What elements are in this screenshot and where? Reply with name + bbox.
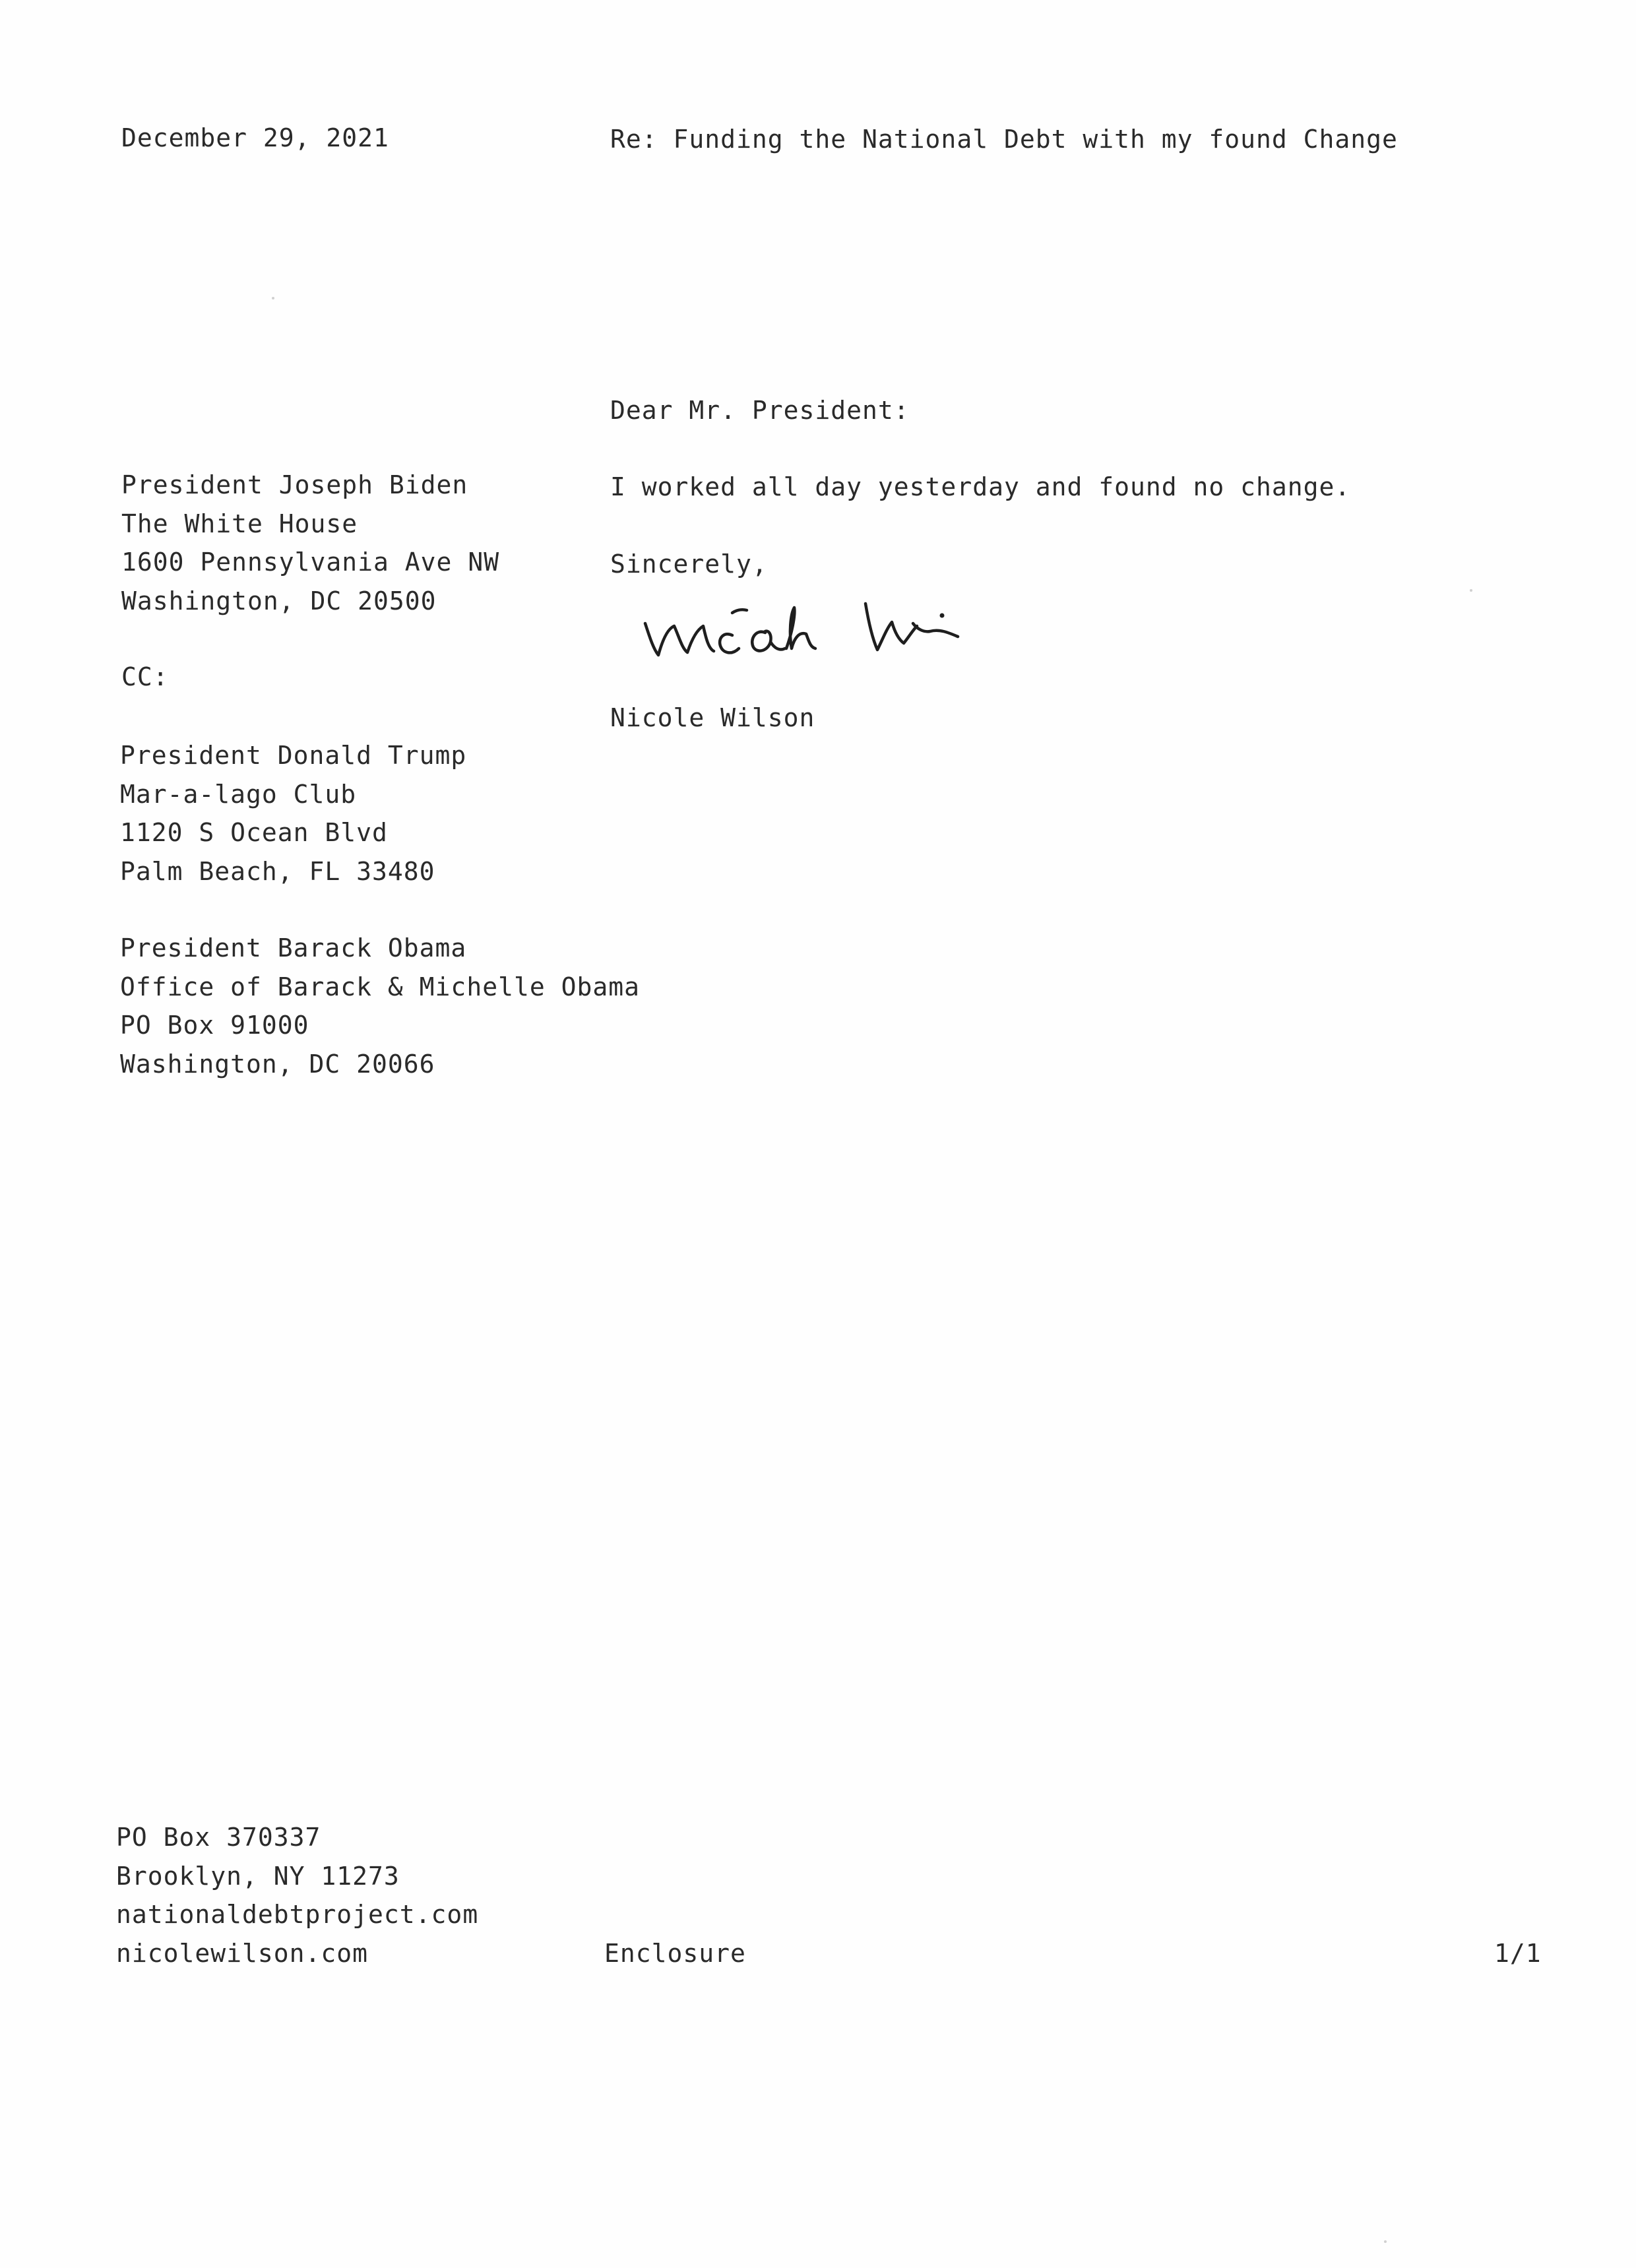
paper-speck xyxy=(272,297,274,299)
sender-po-box: PO Box 370337 xyxy=(116,1823,321,1852)
sender-name: Nicole Wilson xyxy=(610,703,815,732)
cc-recipient-name: President Donald Trump xyxy=(120,741,467,770)
cc-recipient-city: Washington, DC 20066 xyxy=(120,1049,435,1079)
enclosure-note: Enclosure xyxy=(604,1939,746,1968)
sender-address xyxy=(116,1818,478,1972)
recipient-address xyxy=(121,466,499,620)
cc-recipient-address xyxy=(120,929,640,1083)
page-number: 1/1 xyxy=(1494,1939,1542,1968)
cc-label: CC: xyxy=(121,662,169,691)
cc-recipient-organization: Office of Barack & Michelle Obama xyxy=(120,972,640,1001)
cc-recipient-organization: Mar-a-lago Club xyxy=(120,779,357,809)
letter-body: I worked all day yesterday and found no change. xyxy=(610,472,1351,501)
recipient-city: Washington, DC 20500 xyxy=(121,586,437,615)
recipient-name: President Joseph Biden xyxy=(121,470,468,499)
cc-recipient-city: Palm Beach, FL 33480 xyxy=(120,856,435,886)
recipient-organization: The White House xyxy=(121,509,358,538)
letter-closing: Sincerely, xyxy=(610,550,768,579)
letter-date: December 29, 2021 xyxy=(121,123,389,152)
recipient-street: 1600 Pennsylvania Ave NW xyxy=(121,548,500,577)
paper-speck xyxy=(1384,2240,1387,2243)
cc-recipient-street: 1120 S Ocean Blvd xyxy=(120,818,388,847)
cc-recipient-address xyxy=(120,736,466,891)
sender-city: Brooklyn, NY 11273 xyxy=(116,1861,400,1891)
sender-website-link: nationaldebtproject.com xyxy=(116,1900,479,1929)
sender-website-link: nicolewilson.com xyxy=(116,1938,369,1968)
letter-subject: Re: Funding the National Debt with my found Change xyxy=(610,125,1398,154)
letter-salutation: Dear Mr. President: xyxy=(610,396,910,425)
cc-recipient-street: PO Box 91000 xyxy=(120,1011,309,1040)
handwritten-signature xyxy=(633,577,990,676)
cc-recipient-name: President Barack Obama xyxy=(120,933,467,962)
paper-speck xyxy=(1470,589,1472,592)
